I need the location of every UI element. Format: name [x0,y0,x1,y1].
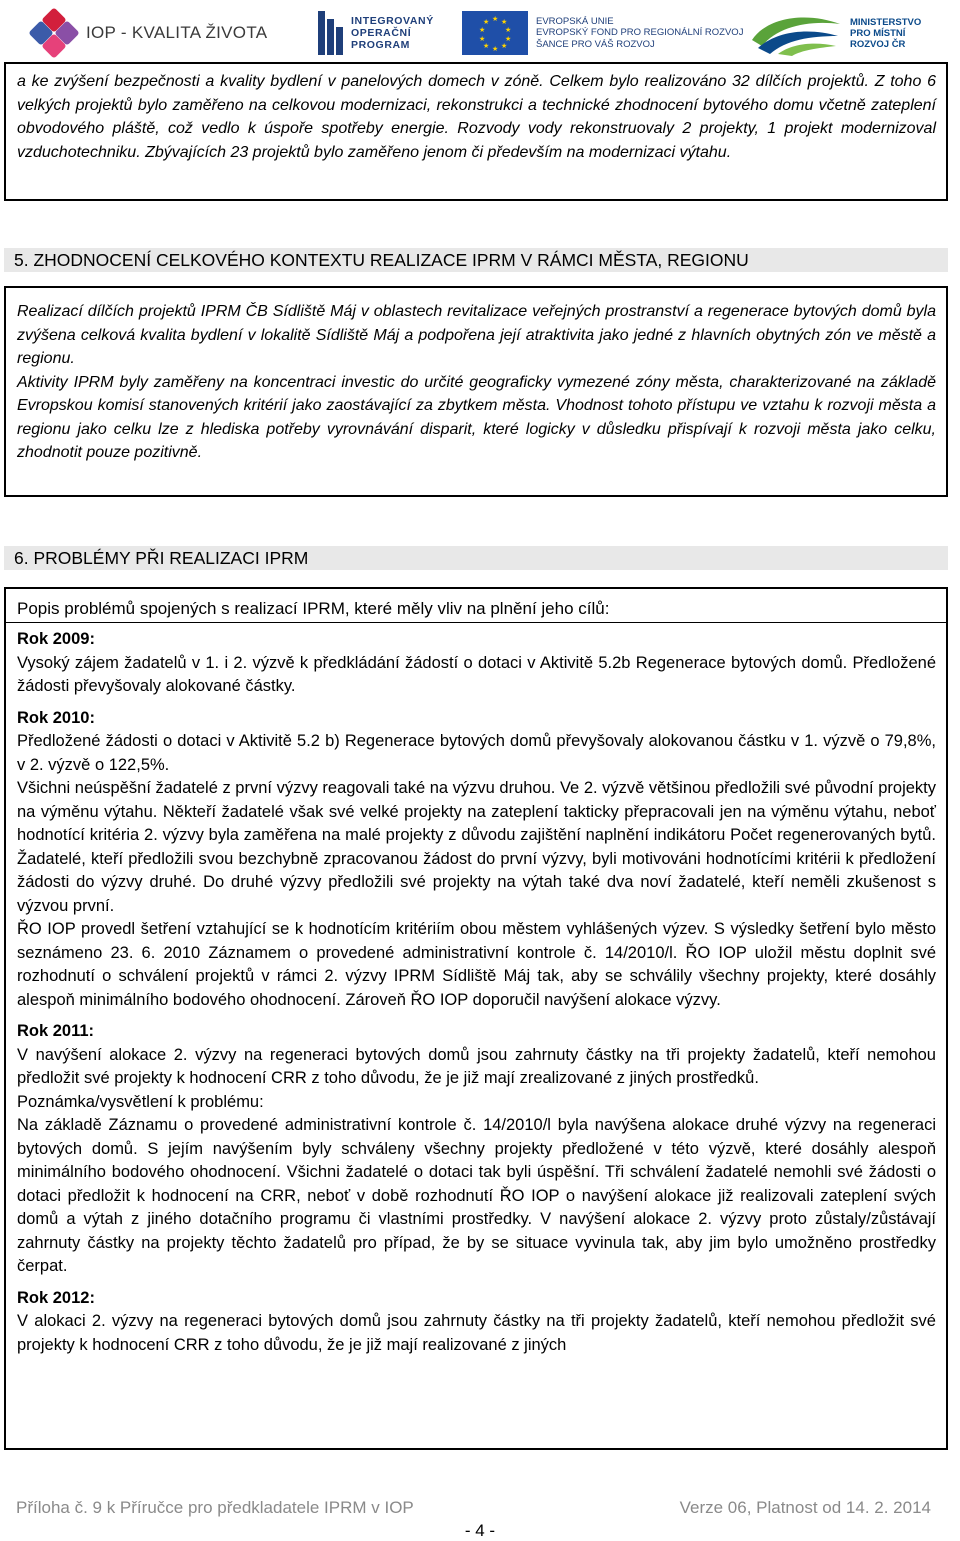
year-2010-paragraph-2: Všichni neúspěšní žadatelé z první výzvy reagovali také na výzvu druhou. Ve 2. výzvě většinou předložili své původní projekty na výměnu výtahu. Někteří žadatelé však své velké projekty na zateplení takticky přepracovali jen na výměnu výtahu, neboť hodnotící kritéria 2. výzvy byla zaměřena na malé projekty z důvodu zajištění naplnění indikátoru Počet regenerovaných bytů. Žadatelé, kteří předložili svou bezchybně zpracovanou žádost do první výzvy, byli motivováni hodnotícími kritérii k předložení žádosti do výzvy druhé. Do druhé výzvy předložili své projekty na výtah také dva noví žadatelé, kteří neměli zkušenost s výzvou první. [17,779,936,915]
mmr-line-3: ROZVOJ ČR [850,38,906,50]
footer-version-label: Verze 06, Platnost od 14. 2. 2014 [679,1498,931,1517]
integrated-program-logo [318,8,434,58]
year-2010-paragraph-3: ŘO IOP provedl šetření vztahující se k hodnotícím kritériím obou městem vyhlášených výzev. S výsledky šetření bylo město seznámeno 23. 6. 2010 Záznamem o provedené administrativní kontrole č. 14/2010/l. ŘO IOP uložil městu doplnit své rozhodnutí o schválení projektů v rámci 2. výzvy IPRM Sídliště Máj tak, aby se schválily všechny projekty, které dosáhly alespoň minimálního bodového ohodnocení. Zároveň ŘO IOP doporučil navýšení alokace výzvy. [17,920,936,1009]
section-5-paragraph-1: Realizací dílčích projektů IPRM ČB Sídliště Máj v oblastech revitalizace veřejných prostranství a regenerace bytových domů byla zvýšena celková kvalita bydlení v lokalitě Sídliště Máj a podpořena její atraktivita jako jedné z hlavních obytných zón ve městě a regionu. [17,303,936,367]
year-2011-paragraph-1: V navýšení alokace 2. výzvy na regeneraci bytových domů jsou zahrnuty částky na tři projekty žadatelů, kteří nemohou předložit své projekty k hodnocení CRR z toho důvodu, že je již mají zrealizované z jiných prostředků. [17,1045,936,1087]
ministry-swoosh-icon [748,10,844,56]
eu-line-3: ŠANCE PRO VÁŠ ROZVOJ [536,38,655,50]
intro-continuation-box [4,62,948,201]
year-2009-heading: Rok 2009: [17,630,95,648]
iop-logo [32,8,267,58]
section-6-lead: Popis problémů spojených s realizací IPRM, které měly vliv na plnění jeho cílů: [6,589,946,623]
mmr-line-2: PRO MÍSTNÍ [850,27,906,39]
eu-flag-icon: ★ ★ ★ ★ ★ ★ ★ ★ ★ ★ [462,11,528,55]
int-line-1: INTEGROVANÝ [351,15,434,27]
section-5-box [4,286,948,497]
eu-logo [462,8,743,58]
intro-paragraph: a ke zvýšení bezpečnosti a kvality bydlení v panelových domech v zóně. Celkem bylo realizováno 32 dílčích projektů. Z toho 6 velkých projektů bylo zaměřeno na celkovou modernizaci, rekonstrukci a technické zhodnocení bytového domu včetně zateplení obvodového pláště, což vedlo k úspoře spotřeby energie. Rozvody vody rekonstruovaly 2 projekty, 1 projekt modernizoval vzduchotechniku. Zbývajících 23 projektů bylo zaměřeno jenom či především na modernizaci výtahu. [17,73,936,161]
bars-icon [318,11,343,55]
year-2012-heading: Rok 2012: [17,1288,95,1307]
page-header [0,0,960,62]
footer-annex-label: Příloha č. 9 k Příručce pro předkladatele IPRM v IOP [16,1498,414,1517]
year-2012-paragraph: V alokaci 2. výzvy na regeneraci bytových domů jsou zahrnuty částky na tři projekty žadatelů, kteří nemohou předložit své projekty k hodnocení CRR z toho důvodu, že je již mají realizované z jiných [17,1312,936,1354]
int-line-2: OPERAČNÍ [351,27,412,39]
eu-line-2: EVROPSKÝ FOND PRO REGIONÁLNÍ ROZVOJ [536,27,744,39]
page-footer [16,1498,931,1518]
ministry-logo [748,8,921,58]
year-2011-note-label: Poznámka/vysvětlení k problému: [17,1092,264,1111]
section-6-box [4,587,948,1450]
year-2010-heading: Rok 2010: [17,708,95,727]
mmr-line-1: MINISTERSTVO [850,16,922,28]
page-number: - 4 - [464,1521,496,1540]
year-2011-paragraph-2: Na základě Záznamu o provedené administrativní kontrole č. 14/2010/l byla navýšena alokace druhé výzvy na regeneraci bytových domů. S jejím navýšením byly schváleny všechny projekty předložené v této výzvě, které dosáhly alespoň minimálního bodového ohodnocení. Všichni žadatelé o dotaci tak byli úspěšní. Tři schválení žadatelé nemohli své žádosti o dotaci předložit k hodnocení na CRR, neboť v době rozhodnutí ŘO IOP o navýšení alokace již realizovali zateplení svých domů a výtah z jiného dotačního programu či vlastními prostředky. V navýšení alokace 2. výzvy proto zůstaly/zůstávají zahrnuty částky na projekty těchto žadatelů pro případ, že by se situace vyvinula tak, aby jim bylo umožněno prostředky čerpat. [17,1116,936,1275]
section-5-paragraph-2: Aktivity IPRM byly zaměřeny na koncentraci investic do určité geograficky vymezené zóny města, charakterizované na základě Evropskou komisí stanovených kritérií jako zaostávající za zbytkem města. Vhodnost tohoto přístupu ve vztahu k rozvoji města a regionu jako celku lze z hlediska potřeby vyrovnávání disparit, které logicky v důsledku přispívají k rozvoji města jako celku, zhodnotit pouze pozitivně. [17,373,936,461]
int-line-3: PROGRAM [351,39,411,51]
year-2011-heading: Rok 2011: [17,1022,95,1040]
eu-line-1: EVROPSKÁ UNIE [536,15,614,27]
iop-logo-text: IOP - KVALITA ŽIVOTA [86,23,268,42]
section-5-heading: 5. ZHODNOCENÍ CELKOVÉHO KONTEXTU REALIZACE IPRM V RÁMCI MĚSTA, REGIONU [4,248,948,272]
iop-diamond-icon [32,11,76,55]
section-6-heading: 6. PROBLÉMY PŘI REALIZACI IPRM [4,546,948,570]
year-2010-paragraph-1: Předložené žádosti o dotaci v Aktivitě 5.2 b) Regenerace bytových domů převyšovaly alokovanou částku v 1. výzvě o 79,8%, v 2. výzvě o 122,5%. [17,732,936,774]
year-2009-paragraph: Vysoký zájem žadatelů v 1. i 2. výzvě k předkládání žádostí o dotaci v Aktivitě 5.2b Regenerace bytových domů. Předložené žádosti převyšovaly alokované částky. [17,653,936,695]
